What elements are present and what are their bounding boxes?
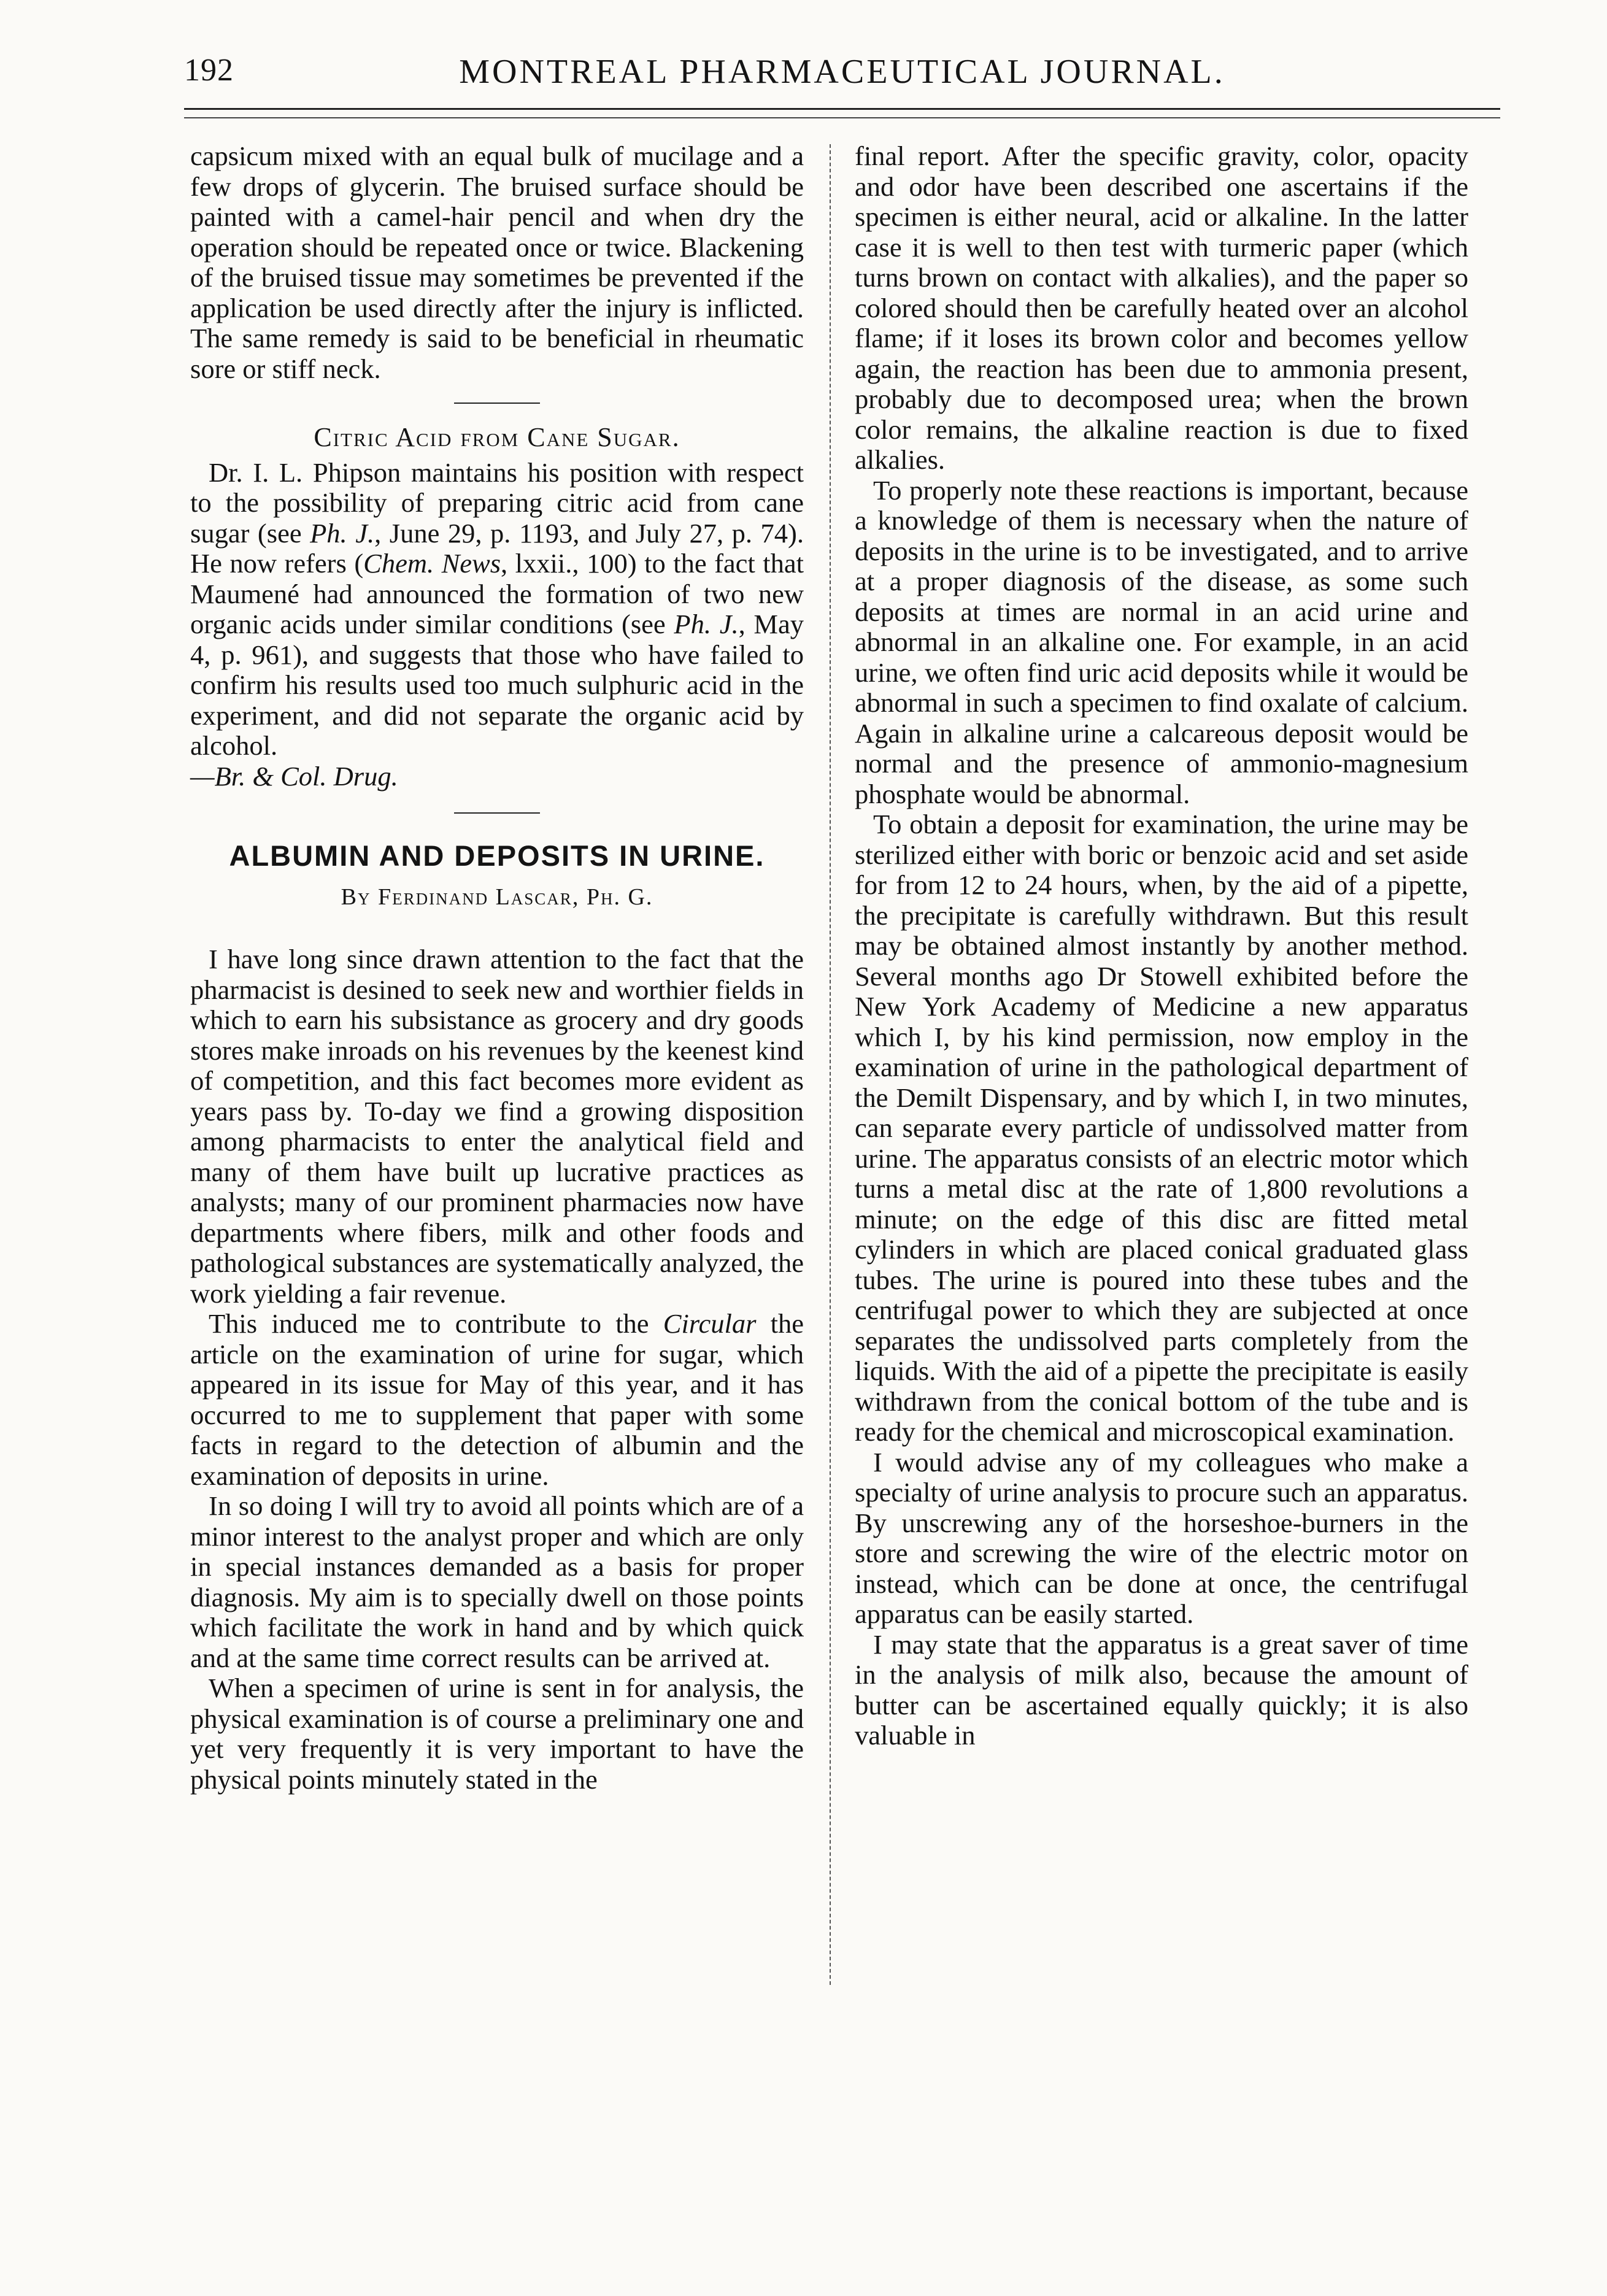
circular-ref: Circular <box>663 1308 757 1339</box>
left-column <box>190 141 804 1795</box>
article-paragraph: To properly note these reactions is important, because a knowledge of them is necessary when the nature of deposits in the urine is to be investigated, and to arrive at a proper diagnosis of the disease, as some such deposits at times are normal in an acid urine and abnormal in an alkaline one. For example, in an acid urine, we often find uric acid deposits while it would be abnormal in such a specimen to find oxalate of calcium. Again in alkaline urine a calcareous deposit would be normal and the presence of ammonio-magnesium phosphate would be abnormal. <box>855 474 1468 809</box>
citric-ref-1: Ph. J. <box>310 517 375 549</box>
citric-acid-paragraph <box>190 458 804 792</box>
citric-acid-heading: Citric Acid from Cane Sugar. <box>314 422 680 452</box>
citric-text-2: , June 29, p. 1193, and July 27, p. 74). He now refers ( <box>190 517 804 579</box>
article-paragraph: To obtain a deposit for examination, the urine may be sterilized either with boric or benzoic acid and set aside for from 12 to 24 hours, when, by the aid of a pipette, the precipitate is carefully withdrawn. But this result may be obtained almost instantly by another method. Several months ago Dr Stowell exhibited before the New York Academy of Medicine a new apparatus which I, by his kind permission, now employ in the examination of urine in the pathological department of the Demilt Dispensary, and by which I, in two minutes, can separate every particle of undissolved matter from urine. The apparatus consists of an electric motor which turns a metal disc at the rate of 1,800 revolutions a minute; on the edge of this disc are fitted metal cylinders in which are placed conical graduated glass tubes. The urine is poured into these tubes and the centrifugal power to which they are subjected at once separates the undissolved parts completely from the liquids. With the aid of a pipette the precipitate is easily withdrawn from the conical bottom of the tube and is ready for the chemical and microscopical examination. <box>855 809 1468 1447</box>
citric-text-4: , May 4, p. 961), and suggests that those who have failed to confirm his results used too much sulphuric acid in the experiment, and did not separate the organic acid by alcohol. <box>190 609 804 761</box>
page-number: 192 <box>184 53 234 88</box>
right-column <box>855 141 1468 1751</box>
citric-text-3: , lxxii., 100) to the fact that Maumené had announced the formation of two new organic acids under similar conditions (see <box>190 548 804 639</box>
article-paragraph: I have long since drawn attention to the fact that the pharmacist is desined to seek new and worthier fields in which to earn his subsistance as grocery and dry goods stores make inroads on his revenues by the keenest kind of competition, and this fact becomes more evident as years pass by. To-day we find a growing disposition among pharmacists to enter the analytical field and many of them have built up lucrative practices as analysts; many of our prominent pharmacies now have departments where fibers, milk and other foods and pathological substances are systematically analyzed, the work yielding a fair revenue. <box>190 944 804 1309</box>
article-paragraph: I would advise any of my colleagues who make a specialty of urine analysis to procure such an apparatus. By unscrewing any of the horseshoe-burners in the store and screwing the wire of the electric motor on instead, which can be done at once, the centrifugal apparatus can be easily started. <box>855 1446 1468 1629</box>
citric-text-1: Dr. I. L. Phipson maintains his position with respect to the possibility of preparing citric acid from cane sugar (see <box>190 457 804 549</box>
citric-attribution: —Br. & Col. Drug. <box>190 760 398 792</box>
header-rule <box>184 108 1500 118</box>
page-header <box>184 52 1500 107</box>
citric-ref-2: Chem. News <box>363 548 501 579</box>
citric-ref-3: Ph. J. <box>674 609 739 639</box>
opening-paragraph: capsicum mixed with an equal bulk of mucilage and a few drops of glycerin. The bruised surface should be painted with a camel-hair pencil and when dry the operation should be repeated once or twice. Blackening of the bruised tissue may sometimes be prevented if the application be used directly after the injury is inflicted. The same remedy is said to be beneficial in rheumatic sore or stiff neck. <box>190 141 804 384</box>
section-divider <box>454 812 540 814</box>
article-paragraph: final report. After the specific gravity, color, opacity and odor have been described one ascertains if the specimen is either neural, acid or alkaline. In the latter case it is well to then test with turmeric paper (which turns brown on contact with alkalies), and the paper so colored should then be carefully heated over an alcohol flame; if it loses its brown color and becomes yellow again, the reaction has been due to ammonia present, probably due to decomposed urea; when the brown color remains, the alkaline reaction is due to fixed alkalies. <box>855 141 1468 475</box>
article-title: ALBUMIN AND DEPOSITS IN URINE. <box>229 839 765 872</box>
article-paragraph <box>190 1309 804 1491</box>
article-paragraph: I may state that the apparatus is a great saver of time in the analysis of milk also, because the amount of butter can be ascertained equally quickly; it is also valuable in <box>855 1628 1468 1751</box>
article-byline: By Ferdinand Lascar, Ph. G. <box>341 884 653 910</box>
section-divider <box>454 403 540 404</box>
article-text: the article on the examination of urine for sugar, which appeared in its issue for May of this year, and it has occurred to me to supplement that paper with some facts in regard to the detection of albumin and the examination of deposits in urine. <box>190 1308 804 1491</box>
article-paragraph: When a specimen of urine is sent in for analysis, the physical examination is of course a preliminary one and yet very frequently it is very important to have the physical points minutely stated in the <box>190 1673 804 1795</box>
article-paragraph: In so doing I will try to avoid all points which are of a minor interest to the analyst proper and which are only in special instances demanded as a basis for proper diagnosis. My aim is to specially dwell on those points which facilitate the work in hand and by which quick and at the same time correct results can be arrived at. <box>190 1490 804 1673</box>
journal-title: MONTREAL PHARMACEUTICAL JOURNAL. <box>459 53 1225 91</box>
column-divider <box>830 144 831 1985</box>
article-text: This induced me to contribute to the <box>209 1308 663 1339</box>
